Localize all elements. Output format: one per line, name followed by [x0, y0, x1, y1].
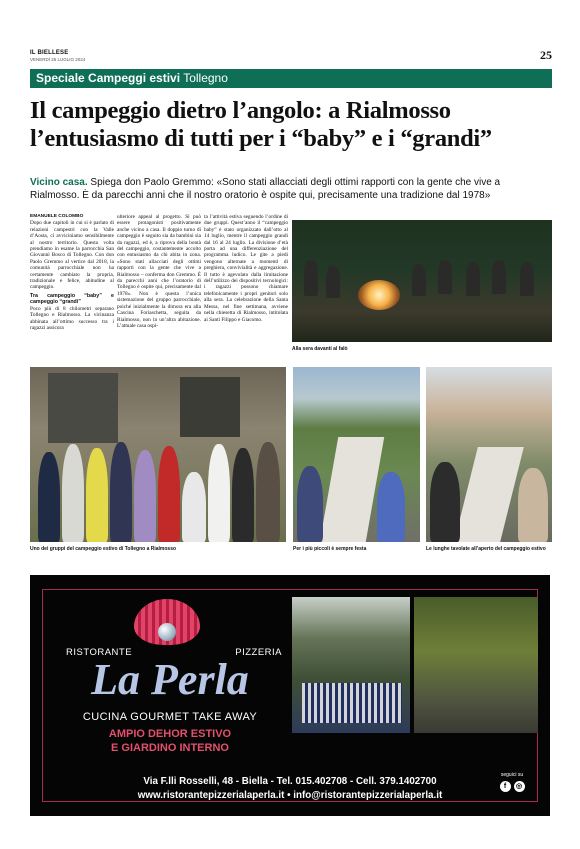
article-column-3: [204, 214, 288, 360]
person: [377, 472, 405, 542]
article-paragraph: ulteriore appeal al progetto. Si può essere protagonisti positivamente anche vicino a casa. Il doppio turno di campeggio è seguito sia da bambini sia da ragazzi, ed è, a riprova della bontà del campeggio, costantemente accolto con entusiasmo da chi abita in zona. «Sono stati allacciati degli ottimi rapporti con la gente che vive a Rialmosso – conferma don Gremmo. È da parecchi anni che l’oratorio di Tollegno è ospite qui, precisamente dal 1978». Non è questa l’unica sistemazione del gruppo parrocchiale, poiché inizialmente la dimora era alla Cascina Foriaschetta, seguita da Rialmosso, non in un’altra abitazione. L’attuale casa ospi-: [117, 214, 201, 329]
ad-contact: [40, 775, 540, 803]
building-window: [48, 373, 118, 443]
person: [430, 462, 460, 542]
article-paragraph: Dopo due capitoli in cui si è parlato di relazioni campestri con la Valle d’Aosta, ci avviciniamo sensibilmente al nostro territorio. Questa volta prendiamo in esame la parrocchia San Giovanni Bosco di Tollegno. Con don Paolo Gremmo al vertice dal 2018, la comunità parrocchiale non ha certamente cambiato la propria, tradizionale e felice, abitudine al campeggio.: [30, 220, 114, 291]
person: [110, 442, 132, 542]
ad-brand-name: La Perla: [91, 655, 249, 704]
ad-dehor-photo: [292, 597, 410, 733]
caption-kids: Per i più piccoli è sempre festa: [293, 546, 367, 552]
article-column-2: [117, 214, 201, 360]
facebook-icon: f: [500, 781, 511, 792]
silhouette: [520, 262, 534, 296]
person: [208, 444, 230, 542]
article-subhead: Tra campeggio “baby” e campeggio “grandi”: [30, 292, 114, 306]
publication-name: IL BIELLESE: [30, 50, 69, 56]
social-label: seguici su: [500, 772, 524, 778]
section-bar: [30, 69, 552, 88]
table: [320, 437, 385, 542]
ad-ristorante: RISTORANTE: [66, 647, 133, 658]
person: [297, 466, 323, 542]
article-paragraph: ta l’attività estiva seguendo l’ordine di due gruppi. Quest’anno il “campeggio baby” è stato organizzato dall’otto al 14 luglio, mentre il campeggio grandi dal 16 al 24 luglio. La divisione d’età porta ad una differenziazione del programma ludico. Le gite a piedi vengono alternate a momenti di preghiera, convivialità e aggregazione. Il tutto è agevolato dalla limitazione dell’utilizzo dei dispositivi tecnologici: i ragazzi possono chiamare telefonicamente i propri genitori solo alla sera. La celebrazione della Santa Messa, nel fine settimana, avviene nella chiesetta di Rialmosso, intitolata ai Santi Filippo e Giacomo.: [204, 214, 288, 323]
ad-garden-photo: [414, 597, 538, 733]
ad-address: Via F.lli Rosselli, 48 - Biella - Tel. 015.402708 - Cell. 379.1402700: [143, 776, 437, 787]
article-paragraph: Poco più di 8 chilometri separano Tollegno e Rialmosso. La vicinanza abbinata all’ottimo successo tra i ragazzi assicura: [30, 305, 114, 331]
person: [62, 444, 84, 542]
person: [182, 472, 206, 542]
ad-pizzeria: PIZZERIA: [235, 647, 282, 658]
ad-dehor-line1: AMPIO DEHOR ESTIVO: [108, 728, 232, 740]
pearl-icon: [158, 623, 176, 641]
table: [454, 447, 524, 542]
caption-group: Uno dei gruppi del campeggio estivo di Tollegno a Rialmosso: [30, 546, 177, 552]
restaurant-advertisement: [30, 575, 550, 816]
ad-web-email: www.ristorantepizzerialaperla.it • info@ristorantepizzerialaperla.it: [137, 790, 443, 801]
deck-kicker: Vicino casa.: [30, 177, 88, 188]
ad-dehor: [52, 727, 288, 755]
article-column-1: [30, 214, 114, 360]
section-place: Tollegno: [183, 71, 228, 85]
ad-dehor-line2: E GIARDINO INTERNO: [111, 742, 229, 754]
headline-line1: Il campeggio dietro l’angolo: a Rialmosso: [30, 97, 451, 124]
caption-tables: Le lunghe tavolate all’aperto del campeggio estivo: [426, 546, 546, 552]
instagram-icon: ◎: [514, 781, 525, 792]
caption-campfire: Alla sera davanti al falò: [292, 346, 348, 352]
person: [38, 452, 60, 542]
section-title: Speciale Campeggi estivi: [36, 71, 181, 85]
headline-line2: l’entusiasmo di tutti per i “baby” e i “grandi”: [30, 125, 492, 152]
deck-text: Spiega don Paolo Gremmo: «Sono stati allacciati degli ottimi rapporti con la gente che vive a Rialmosso. È da parecchi anni che il nostro oratorio è ospite qui, precisamente una tradizione dal 1978»: [30, 177, 501, 201]
ad-social: [492, 772, 532, 792]
silhouette: [412, 264, 426, 296]
person: [232, 448, 254, 542]
silhouette: [466, 262, 480, 296]
masthead: [30, 50, 552, 70]
headline: [30, 97, 552, 153]
kids-table-photo: [293, 367, 420, 542]
striped-chairs: [302, 683, 402, 723]
person: [158, 446, 180, 542]
long-tables-photo: [426, 367, 552, 542]
group-photo: [30, 367, 286, 542]
building-doorway: [180, 377, 240, 437]
deck: [30, 176, 552, 202]
silhouette: [304, 260, 318, 296]
person: [256, 442, 280, 542]
page-number: 25: [540, 48, 552, 62]
person: [518, 468, 548, 542]
person: [134, 450, 156, 542]
author-byline: EMANUELE COLOMBO: [30, 214, 84, 219]
ad-tagline: CUCINA GOURMET TAKE AWAY: [82, 711, 258, 723]
person: [86, 448, 108, 542]
publication-date: VENERDÌ 26 LUGLIO 2024: [30, 57, 86, 62]
silhouette: [492, 260, 506, 294]
silhouette: [326, 266, 340, 298]
ad-logo-block: [52, 597, 288, 779]
campfire-photo: [292, 220, 552, 342]
campfire-flame: [358, 280, 400, 310]
silhouette: [438, 260, 452, 294]
ad-photos: [292, 589, 538, 733]
